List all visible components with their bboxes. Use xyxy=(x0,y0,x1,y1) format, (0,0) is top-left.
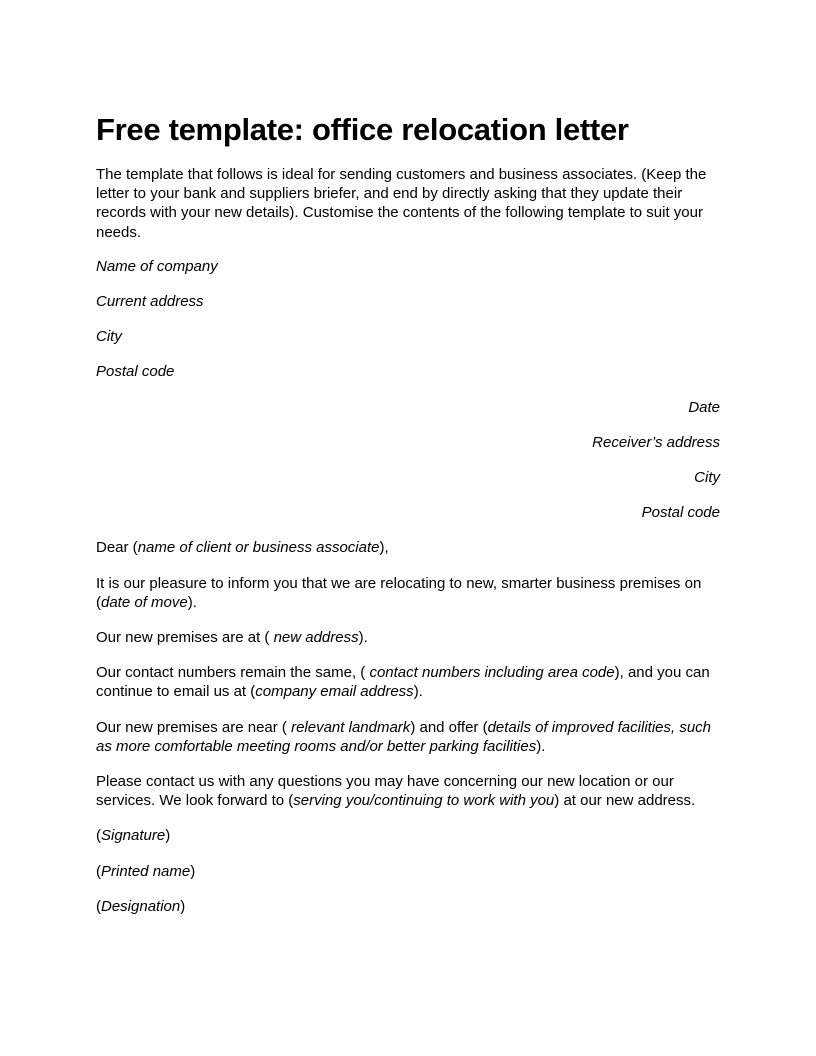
receiver-date: Date xyxy=(688,398,720,416)
relocation-paragraph: It is our pleasure to inform you that we are relocating to new, smarter business premises on (date of move). xyxy=(96,574,702,611)
designation-line: (Designation) xyxy=(96,897,186,915)
closing-paragraph: Please contact us with any questions you may have concerning our new location or our services. We look forward to (serving you/continuing to work with you) at our new address. xyxy=(96,773,696,810)
receiver-postal-code: Postal code xyxy=(641,504,720,522)
salutation: Dear (name of client or business associate), xyxy=(96,539,389,557)
sender-company: Name of company xyxy=(96,257,218,275)
letter-page xyxy=(96,108,720,916)
contact-numbers-placeholder: contact numbers including area code xyxy=(369,664,615,682)
sender-address: Current address xyxy=(96,293,204,311)
document-title: Free template: office relocation letter xyxy=(96,112,629,147)
service-placeholder: serving you/continuing to work with you xyxy=(293,792,555,810)
salutation-placeholder: name of client or business associate xyxy=(137,539,380,557)
move-date-placeholder: date of move xyxy=(101,593,188,611)
contact-paragraph: Our contact numbers remain the same, ( contact numbers including area code), and you can continue to email us at (company email address). xyxy=(96,664,710,701)
signature-line: (Signature) xyxy=(96,827,171,845)
printed-name-line: (Printed name) xyxy=(96,862,196,880)
intro-paragraph: The template that follows is ideal for sending customers and business associates. (Keep the letter to your bank and suppliers briefer, and end by directly asking that they update their records with your new details). Customise the contents of the following template to suit your needs. xyxy=(96,166,707,241)
receiver-city: City xyxy=(694,469,720,487)
new-address-paragraph: Our new premises are at ( new address). xyxy=(96,629,368,647)
receiver-address: Receiver’s address xyxy=(592,433,720,451)
sender-city: City xyxy=(96,328,122,346)
facilities-placeholder: details of improved facilities, such as more comfortable meeting rooms and/or better parking facilities xyxy=(96,718,712,755)
email-placeholder: company email address xyxy=(255,683,414,701)
sender-postal-code: Postal code xyxy=(96,363,175,381)
facilities-paragraph: Our new premises are near ( relevant landmark) and offer (details of improved facilities, such as more comfortable meeting rooms and/or better parking facilities). xyxy=(96,718,712,755)
new-address-placeholder: new address xyxy=(273,629,359,647)
landmark-placeholder: relevant landmark xyxy=(291,718,411,736)
